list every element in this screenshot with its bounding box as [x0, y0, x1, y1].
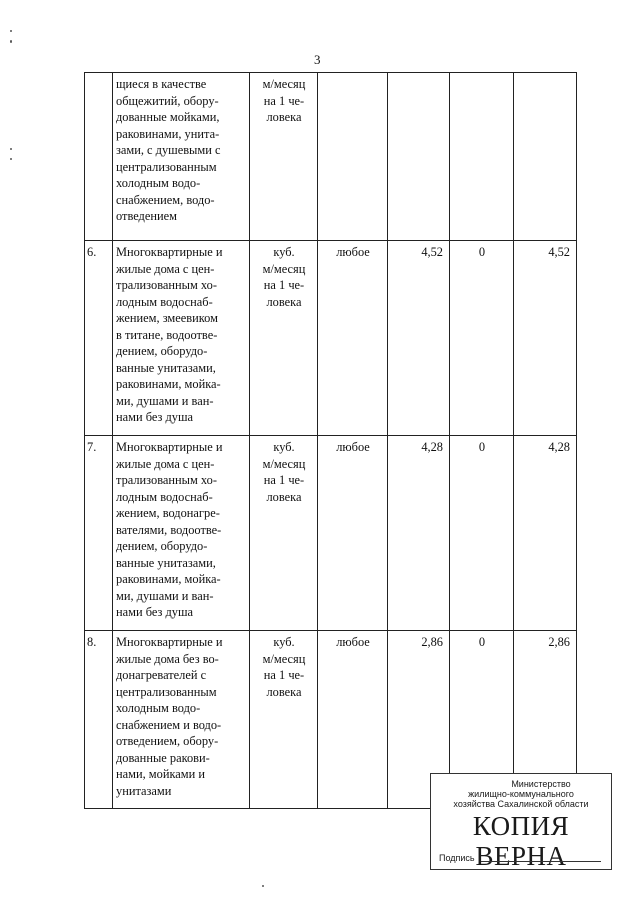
stamp-signature-label: Подпись: [439, 853, 475, 863]
tariff-table: [84, 72, 577, 809]
row-period: любое: [318, 241, 388, 436]
row-description: Многоквартирные и жилые дома без во- донагревателей с централизованным холодным водо- снабжением и водо- отведением, обору- дованные ракови- нами, мойками и унитазами: [113, 631, 250, 809]
row-number: [85, 73, 113, 241]
row-value-3: [514, 73, 577, 241]
row-description: щиеся в качестве общежитий, обору- дованные мойками, раковинами, унита- зами, с душевыми с централизованным холодным водо- снабжением, водо- отведением: [113, 73, 250, 241]
row-value-2: 0: [450, 436, 514, 631]
row-description: Многоквартирные и жилые дома с цен- трализованным хо- лодным водоснаб- жением, водонагре- вателями, водоотве- дением, оборудо- ванные унитазами, раковинами, мойка- ми, душами и ван- нами без душа: [113, 436, 250, 631]
row-period: любое: [318, 631, 388, 809]
row-number: 8.: [85, 631, 113, 809]
stamp-ministry-line: Министерство: [511, 779, 571, 789]
row-number: 7.: [85, 436, 113, 631]
row-unit: куб. м/месяц на 1 че- ловека: [250, 631, 318, 809]
row-value-2: 0: [450, 631, 514, 809]
row-value-3: 2,86: [514, 631, 577, 809]
row-value-1: 2,86: [388, 631, 450, 809]
row-unit: куб. м/месяц на 1 че- ловека: [250, 436, 318, 631]
row-value-1: 4,28: [388, 436, 450, 631]
row-value-1: [388, 73, 450, 241]
row-value-2: 0: [450, 241, 514, 436]
stamp-region-line: хозяйства Сахалинской области: [453, 799, 589, 809]
scan-speck: [10, 148, 12, 150]
stamp-signature-line: [481, 861, 601, 862]
row-number: 6.: [85, 241, 113, 436]
page-number: 3: [314, 52, 321, 67]
table-row: [85, 241, 577, 436]
scan-speck: [10, 30, 12, 32]
table-row: [85, 436, 577, 631]
scan-speck: [10, 40, 12, 43]
row-unit: куб. м/месяц на 1 че- ловека: [250, 241, 318, 436]
scan-speck: [10, 158, 12, 160]
stamp-copy-certified-text: КОПИЯ ВЕРНА: [472, 811, 570, 871]
row-value-2: [450, 73, 514, 241]
table-row: [85, 73, 577, 241]
copy-certified-stamp: [430, 773, 612, 870]
scan-speck: [262, 885, 264, 887]
row-value-3: 4,52: [514, 241, 577, 436]
stamp-department-line: жилищно-коммунального: [468, 789, 574, 799]
row-description: Многоквартирные и жилые дома с цен- трализованным хо- лодным водоснаб- жением, змеевиком в титане, водоотве- дением, оборудо- ванные унитазами, раковинами, мойка- ми, душами и ван- нами без душа: [113, 241, 250, 436]
row-period: [318, 73, 388, 241]
row-period: любое: [318, 436, 388, 631]
row-unit: м/месяц на 1 че- ловека: [250, 73, 318, 241]
row-value-1: 4,52: [388, 241, 450, 436]
row-value-3: 4,28: [514, 436, 577, 631]
